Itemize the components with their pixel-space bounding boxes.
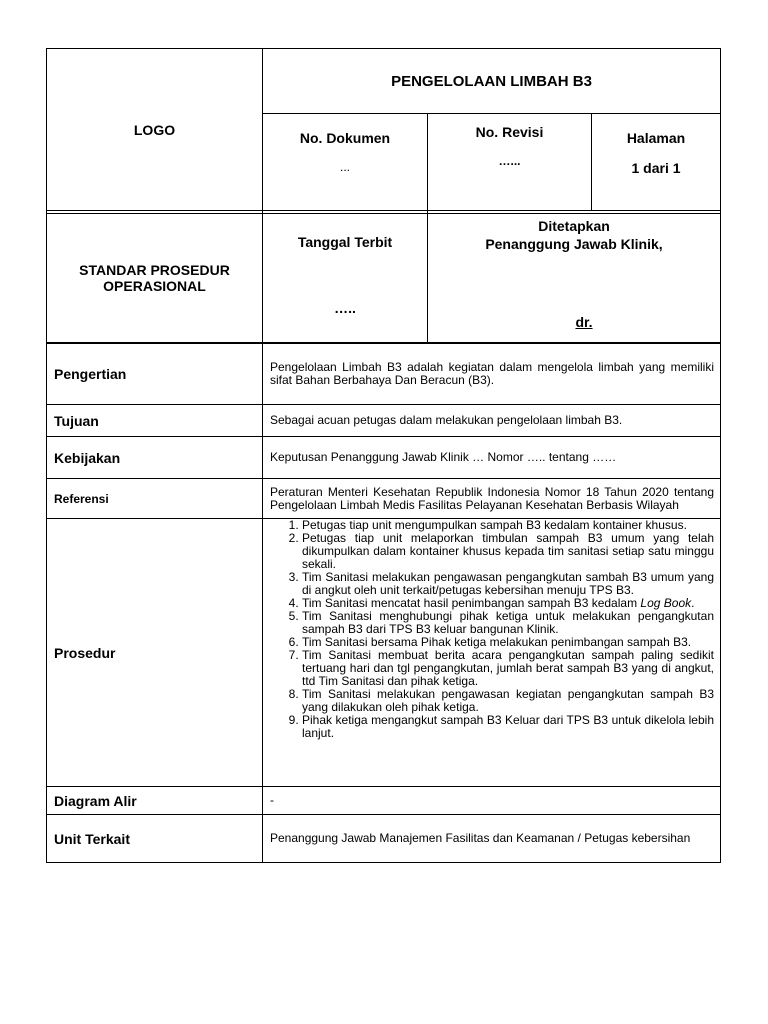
tujuan-value: Sebagai acuan petugas dalam melakukan pengelolaan limbah B3. [263, 405, 721, 437]
prosedur-step-4-end: . [691, 596, 695, 610]
tanggal-terbit-cell [263, 214, 428, 343]
no-revisi-label: No. Revisi [475, 124, 544, 140]
kebijakan-value: Keputusan Penanggung Jawab Klinik … Nomor ….. tentang …… [263, 437, 721, 479]
prosedur-step-3: 3. Tim Sanitasi melakukan pengawasan pengangkutan sambah B3 umum yang di angkut oleh unit terkait/petugas kebersihan menuju TPS B3. [302, 571, 714, 597]
kebijakan-label: Kebijakan [47, 437, 263, 479]
content-table [46, 343, 721, 863]
prosedur-list [270, 519, 714, 740]
prosedur-step-4-italic: Log Book [640, 596, 692, 610]
no-dokumen-cell [263, 114, 428, 211]
ditetapkan-cell [428, 214, 721, 343]
halaman-cell [592, 114, 721, 211]
referensi-label: Referensi [47, 479, 263, 519]
diagram-alir-label: Diagram Alir [47, 787, 263, 815]
unit-terkait-value: Penanggung Jawab Manajemen Fasilitas dan Keamanan / Petugas kebersihan [263, 815, 721, 863]
no-revisi-value: …... [498, 154, 521, 168]
prosedur-step-8: 8. Tim Sanitasi melakukan pengawasan kegiatan pengangkutan sampah B3 yang dilakukan oleh pihak ketiga. [302, 688, 714, 714]
halaman-label: Halaman [626, 130, 686, 146]
tujuan-label: Tujuan [47, 405, 263, 437]
referensi-value: Peraturan Menteri Kesehatan Republik Indonesia Nomor 18 Tahun 2020 tentang Pengelolaan Limbah Medis Fasilitas Pelayanan Kesehatan Berbasis Wilayah [263, 479, 721, 519]
tanggal-terbit-value: ….. [334, 300, 356, 316]
prosedur-step-2: 2. Petugas tiap unit melaporkan timbulan sampah B3 umum yang telah dikumpulkan dalam kontainer khusus kepada tim sanitasi setiap satu minggu sekali. [302, 532, 714, 571]
prosedur-step-6: 6. Tim Sanitasi bersama Pihak ketiga melakukan penimbangan sampah B3. [302, 636, 714, 649]
unit-terkait-label: Unit Terkait [47, 815, 263, 863]
sop-document [46, 48, 720, 863]
pengertian-label: Pengertian [47, 344, 263, 405]
no-dokumen-label: No. Dokumen [299, 130, 391, 146]
diagram-alir-value: - [263, 787, 721, 815]
halaman-value: 1 dari 1 [631, 160, 681, 176]
prosedur-step-7: 7. Tim Sanitasi membuat berita acara pengangkutan sampah paling sedikit tertuang hari dan tgl pengangkutan, jumlah berat sampah B3 yang di angkut, ttd Tim Sanitasi dan pihak ketiga. [302, 649, 714, 688]
prosedur-step-9: 9. Pihak ketiga mengangkut sampah B3 Keluar dari TPS B3 untuk dikelola lebih lanjut. [302, 714, 714, 740]
prosedur-label: Prosedur [47, 519, 263, 787]
dr-label: dr. [575, 314, 593, 330]
tanggal-terbit-label: Tanggal Terbit [297, 234, 393, 250]
prosedur-step-1: 1. Petugas tiap unit mengumpulkan sampah B3 kedalam kontainer khusus. [302, 519, 714, 532]
no-revisi-cell [428, 114, 592, 211]
pengertian-value: Pengelolaan Limbah B3 adalah kegiatan dalam mengelola limbah yang memiliki sifat Bahan Berbahaya Dan Beracun (B3). [263, 344, 721, 405]
sop-label: STANDAR PROSEDUR OPERASIONAL [47, 214, 263, 343]
ditetapkan-label: Ditetapkan [538, 218, 610, 234]
penanggung-jawab-label: Penanggung Jawab Klinik, [485, 236, 663, 252]
prosedur-value [263, 519, 721, 787]
no-dokumen-value: ... [339, 160, 350, 174]
prosedur-step-4-text: Tim Sanitasi mencatat hasil penimbangan sampah B3 kedalam [302, 596, 641, 610]
logo-cell: LOGO [47, 49, 263, 211]
prosedur-step-5: 5. Tim Sanitasi menghubungi pihak ketiga untuk melakukan pengangkutan sampah B3 dari TPS B3 keluar bangunan Klinik. [302, 610, 714, 636]
header-table [46, 48, 721, 343]
document-title: PENGELOLAAN LIMBAH B3 [263, 49, 721, 114]
